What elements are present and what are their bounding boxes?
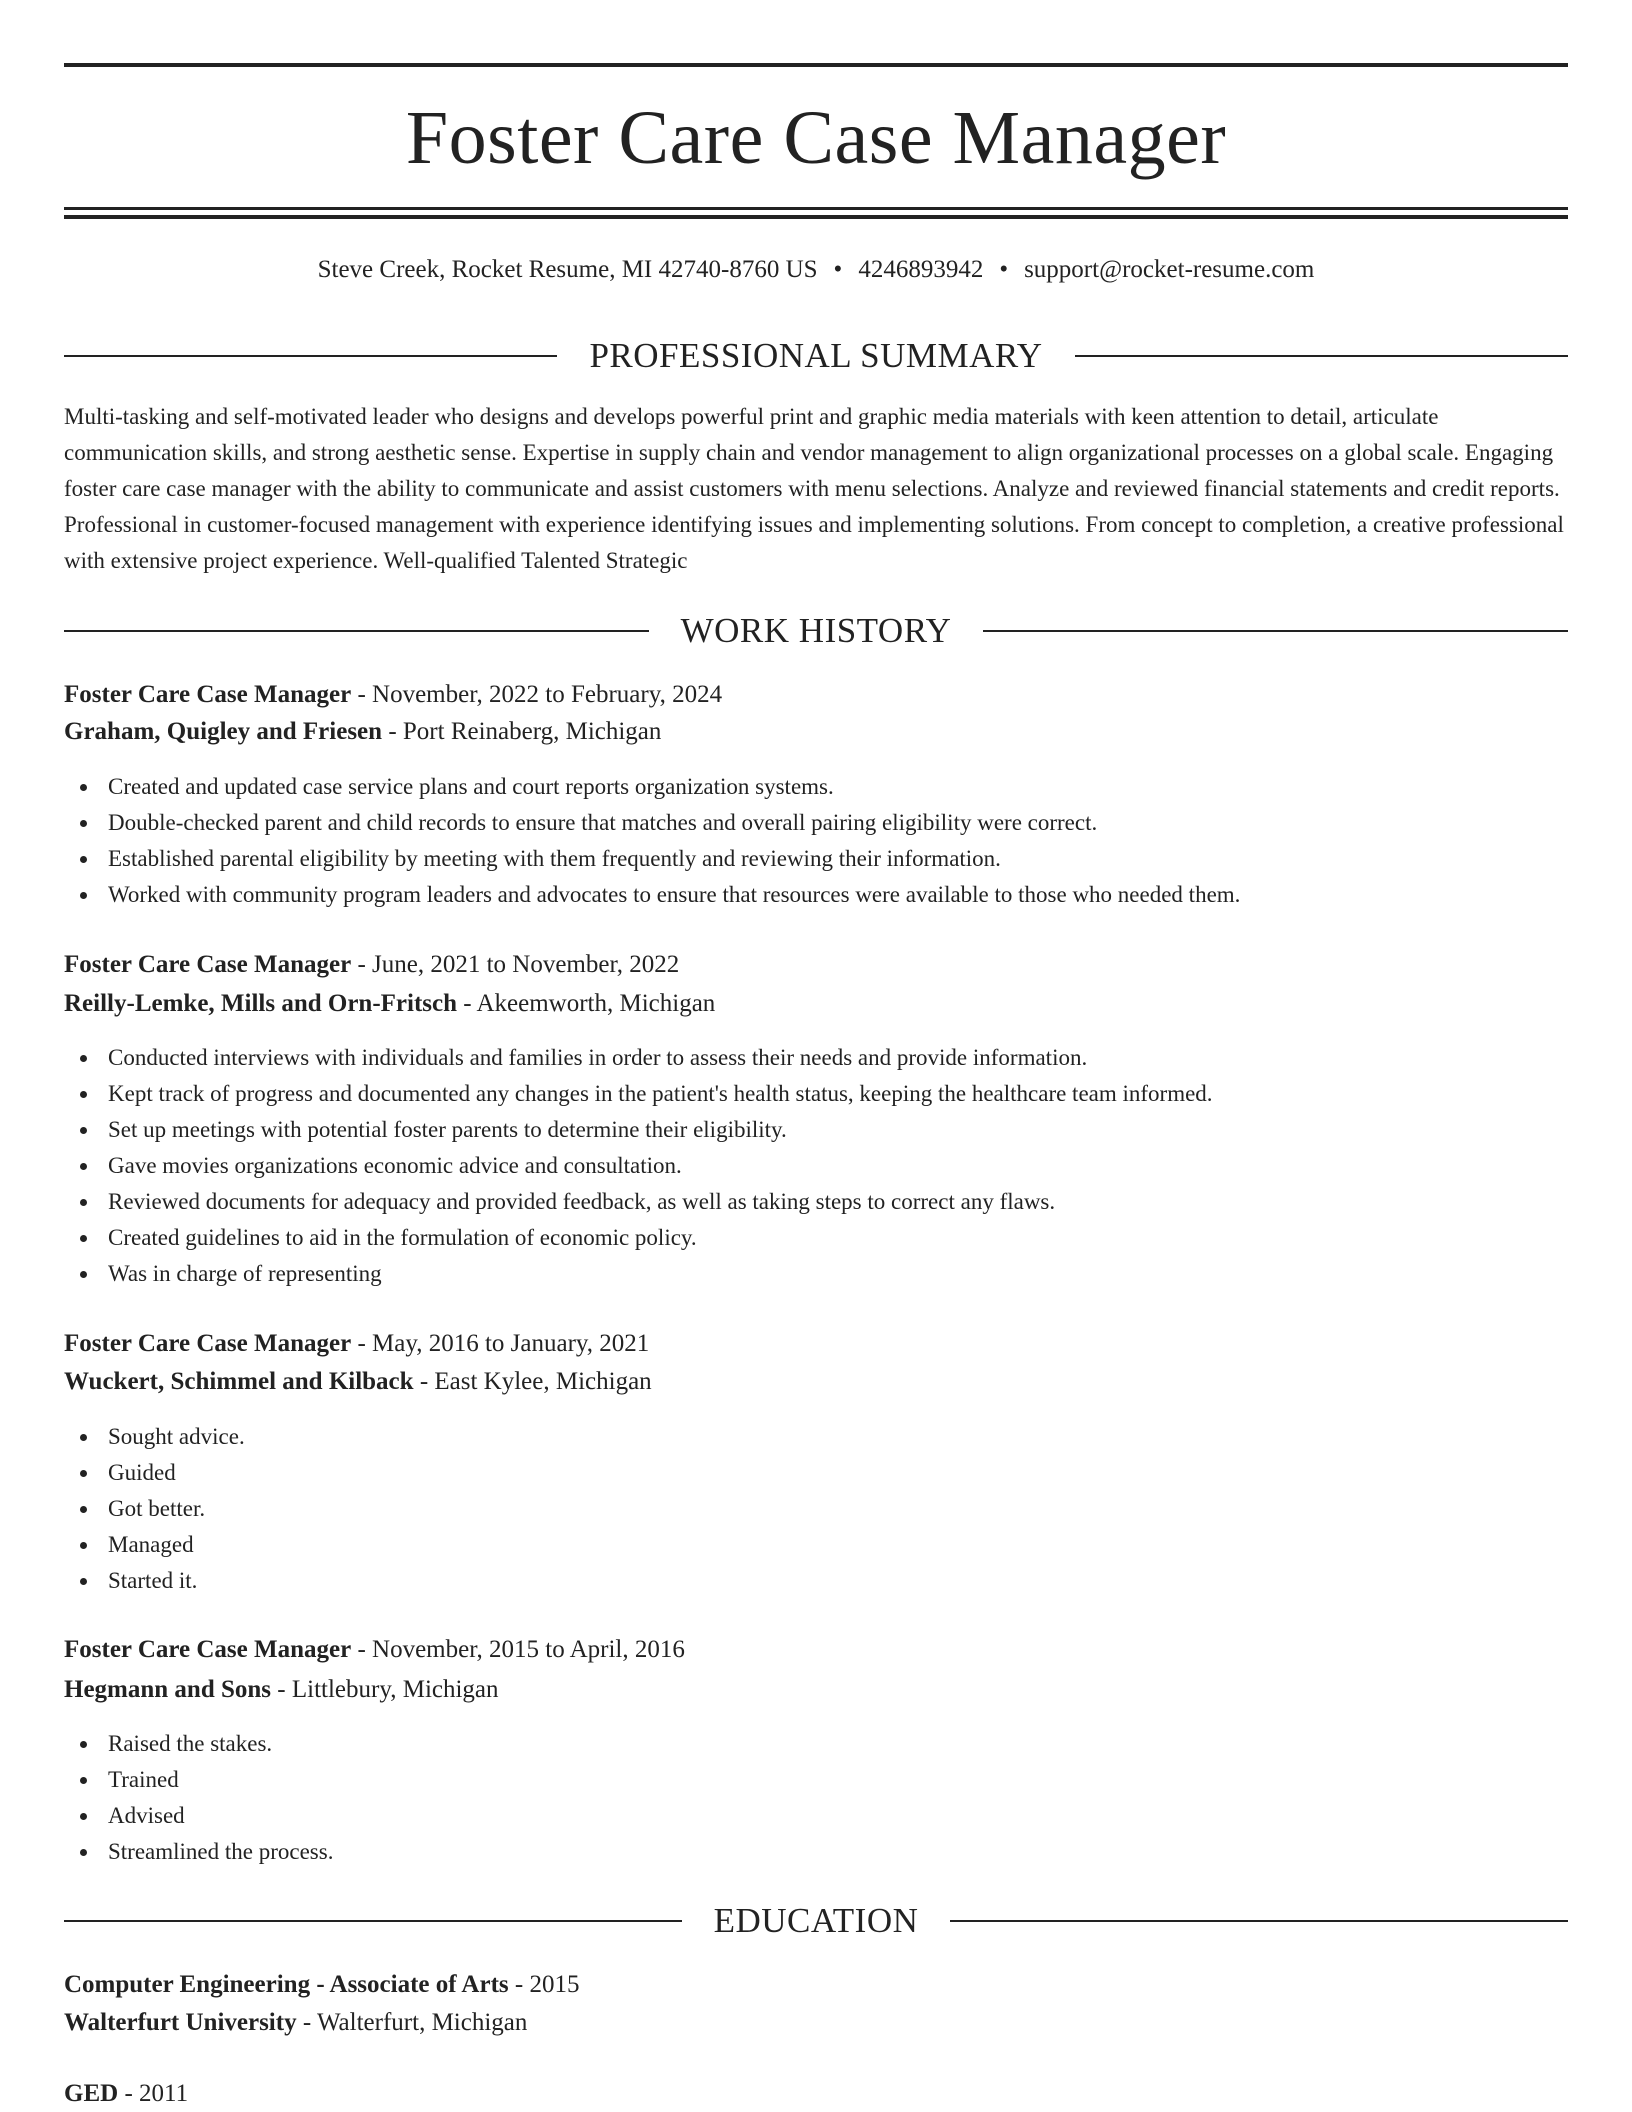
- page-title: Foster Care Case Manager: [405, 96, 1227, 180]
- list-item: Trained: [64, 1762, 1568, 1798]
- title-rule-upper: [64, 207, 1568, 210]
- job-title: Foster Care Case Manager: [64, 951, 352, 978]
- job-location: - Akeemworth, Michigan: [457, 990, 716, 1017]
- education-location: - Walterfurt, Michigan: [296, 2009, 528, 2036]
- heading-rule: [950, 1920, 1568, 1922]
- heading-rule: [64, 630, 649, 632]
- list-item: Started it.: [64, 1563, 1568, 1599]
- list-item: Reviewed documents for adequacy and provided feedback, as well as taking steps to correct any flaws.: [64, 1184, 1568, 1220]
- list-item: Kept track of progress and documented any changes in the patient's health status, keeping the healthcare team informed.: [64, 1076, 1568, 1112]
- job-company: Wuckert, Schimmel and Kilback: [64, 1368, 414, 1395]
- job-company-line: [64, 714, 1568, 750]
- contact-separator: •: [833, 256, 843, 283]
- job-dates: - November, 2015 to April, 2016: [351, 1636, 685, 1663]
- heading-rule: [1075, 355, 1568, 357]
- job-bullets: [64, 1419, 1568, 1599]
- job-bullets: [64, 1726, 1568, 1870]
- job-company-line: [64, 1672, 1568, 1708]
- education-degree: Computer Engineering - Associate of Arts: [64, 1971, 509, 1998]
- job-company: Graham, Quigley and Friesen: [64, 718, 383, 745]
- job-title-line: [64, 677, 1568, 713]
- list-item: Worked with community program leaders and advocates to ensure that resources were available to those who needed them.: [64, 877, 1568, 913]
- job-dates: - November, 2022 to February, 2024: [351, 681, 723, 708]
- list-item: Conducted interviews with individuals and families in order to assess their needs and provide information.: [64, 1040, 1568, 1076]
- education-degree: GED: [64, 2080, 119, 2107]
- top-rule: [64, 63, 1568, 67]
- heading-rule: [64, 355, 557, 357]
- list-item: Advised: [64, 1798, 1568, 1834]
- education-degree-line: [64, 1967, 1568, 2003]
- list-item: Raised the stakes.: [64, 1726, 1568, 1762]
- education-section-heading: [64, 1899, 1568, 1943]
- education-degree-line: [64, 2076, 1568, 2112]
- section-title: WORK HISTORY: [680, 611, 952, 650]
- education-school-line: [64, 2005, 1568, 2041]
- heading-rule: [64, 1920, 682, 1922]
- list-item: Created guidelines to aid in the formulation of economic policy.: [64, 1220, 1568, 1256]
- education-school: Walterfurt University: [64, 2009, 297, 2036]
- job-dates: - May, 2016 to January, 2021: [351, 1330, 650, 1357]
- heading-rule: [983, 630, 1568, 632]
- list-item: Got better.: [64, 1491, 1568, 1527]
- job-location: - East Kylee, Michigan: [413, 1368, 652, 1395]
- list-item: Double-checked parent and child records to ensure that matches and overall pairing eligibility were correct.: [64, 805, 1568, 841]
- list-item: Set up meetings with potential foster parents to determine their eligibility.: [64, 1112, 1568, 1148]
- list-item: Created and updated case service plans and court reports organization systems.: [64, 769, 1568, 805]
- list-item: Established parental eligibility by meeting with them frequently and reviewing their information.: [64, 841, 1568, 877]
- job-title-line: [64, 947, 1568, 983]
- job-title: Foster Care Case Manager: [64, 1330, 352, 1357]
- education-year: - 2011: [118, 2080, 189, 2107]
- job-location: - Littlebury, Michigan: [271, 1676, 499, 1703]
- job-company: Hegmann and Sons: [64, 1676, 272, 1703]
- contact-email: support@rocket-resume.com: [1024, 256, 1315, 283]
- job-location: - Port Reinaberg, Michigan: [382, 718, 662, 745]
- summary-text: Multi-tasking and self-motivated leader who designs and develops powerful print and graphic media materials with keen attention to detail, articulate communication skills, and strong aesthetic sense. Expertise in supply chain and vendor management to align organizational processes on a global scale. Engaging foster care case manager with the ability to communicate and assist customers with menu selections. Analyze and reviewed financial statements and credit reports. Professional in customer-focused management with experience identifying issues and implementing solutions. From concept to completion, a creative professional with extensive project experience. Well-qualified Talented Strategic: [64, 404, 1564, 573]
- title-rule-lower: [64, 215, 1568, 219]
- list-item: Managed: [64, 1527, 1568, 1563]
- list-item: Was in charge of representing: [64, 1256, 1568, 1292]
- job-title-line: [64, 1326, 1568, 1362]
- job-bullets: [64, 1040, 1568, 1292]
- list-item: Gave movies organizations economic advice and consultation.: [64, 1148, 1568, 1184]
- contact-separator: •: [999, 256, 1009, 283]
- education-year: - 2015: [508, 1971, 580, 1998]
- list-item: Guided: [64, 1455, 1568, 1491]
- job-title-line: [64, 1632, 1568, 1668]
- section-title: EDUCATION: [713, 1901, 919, 1940]
- contact-line: [64, 252, 1568, 288]
- job-company-line: [64, 986, 1568, 1022]
- job-title: Foster Care Case Manager: [64, 1636, 352, 1663]
- job-company: Reilly-Lemke, Mills and Orn-Fritsch: [64, 990, 458, 1017]
- contact-address: Steve Creek, Rocket Resume, MI 42740-8760 US: [317, 256, 818, 283]
- job-dates: - June, 2021 to November, 2022: [351, 951, 680, 978]
- section-title: PROFESSIONAL SUMMARY: [589, 336, 1043, 375]
- work-history-section-heading: [64, 609, 1568, 653]
- job-bullets: [64, 769, 1568, 913]
- list-item: Streamlined the process.: [64, 1834, 1568, 1870]
- job-title: Foster Care Case Manager: [64, 681, 352, 708]
- summary-section-heading: [64, 334, 1568, 378]
- contact-phone: 4246893942: [858, 256, 984, 283]
- job-company-line: [64, 1364, 1568, 1400]
- list-item: Sought advice.: [64, 1419, 1568, 1455]
